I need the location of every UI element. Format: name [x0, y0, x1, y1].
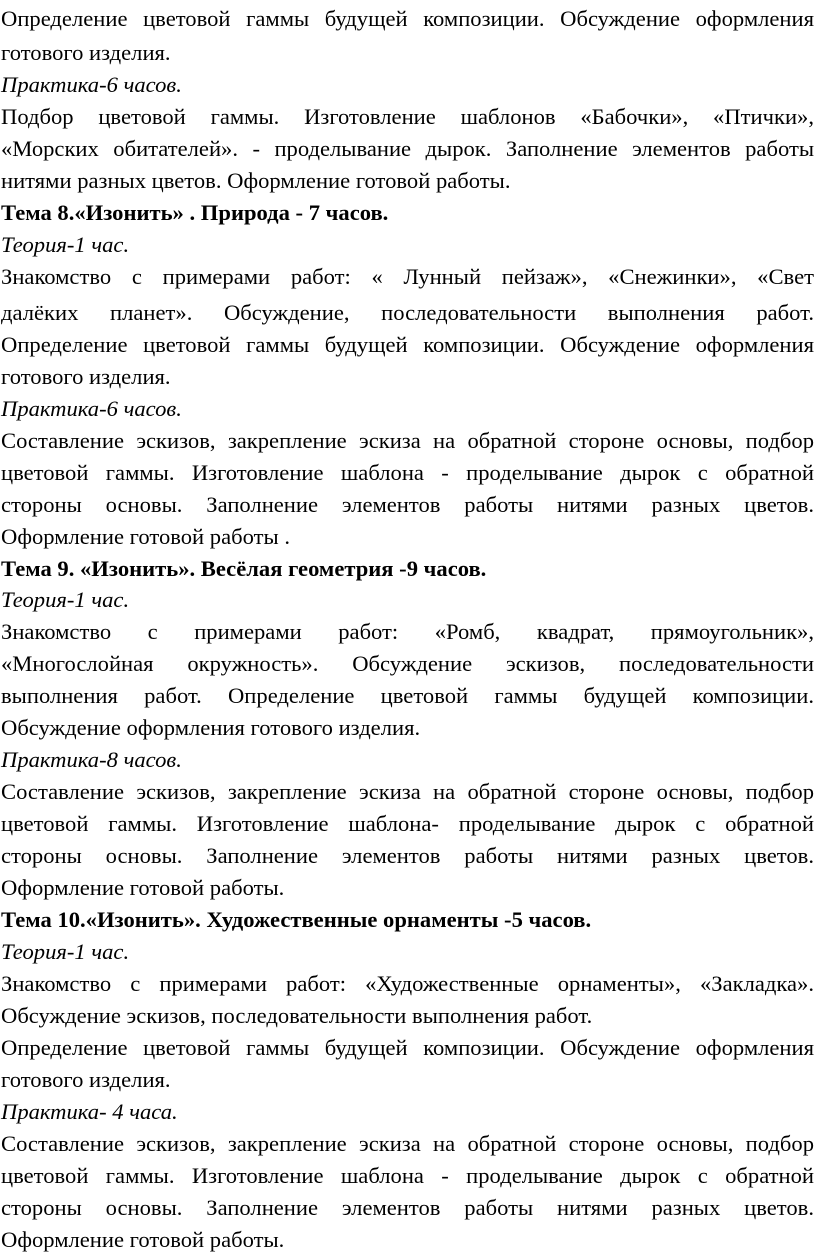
text-line: Составление эскизов, закрепление эскиза на обратной стороне основы, подбор — [1, 428, 814, 453]
text-line: Знакомство с примерами работ: «Художественные орнаменты», «Закладка». — [1, 971, 814, 996]
text-line: Оформление готовой работы . — [1, 524, 290, 549]
text-line: Определение цветовой гаммы будущей композиции. Обсуждение оформления — [1, 6, 814, 31]
subsection-label: Практика-8 часов. — [1, 747, 182, 772]
subsection-label: Практика-6 часов. — [1, 72, 182, 97]
section-heading: Тема 9. «Изонить». Весёлая геометрия -9 часов. — [1, 556, 487, 581]
text-line: цветовой гаммы. Изготовление шаблона - проделывание дырок с обратной — [1, 1163, 814, 1188]
text-line: Оформление готовой работы. — [1, 875, 285, 900]
text-line: Обсуждение эскизов, последовательности выполнения работ. — [1, 1003, 593, 1028]
subsection-label: Теория-1 час. — [1, 939, 130, 964]
text-line: Знакомство с примерами работ: « Лунный пейзаж», «Снежинки», «Свет — [1, 264, 814, 289]
text-line: готового изделия. — [1, 40, 171, 65]
subsection-label: Теория-1 час. — [1, 587, 130, 612]
text-line: выполнения работ. Определение цветовой гаммы будущей композиции. — [1, 683, 814, 708]
subsection-label: Практика- 4 часа. — [1, 1099, 178, 1124]
text-line: Обсуждение оформления готового изделия. — [1, 715, 421, 740]
text-line: Знакомство с примерами работ: «Ромб, квадрат, прямоугольник», — [1, 619, 814, 644]
subsection-label: Практика-6 часов. — [1, 396, 182, 421]
text-line: стороны основы. Заполнение элементов работы нитями разных цветов. — [1, 1195, 814, 1220]
text-line: готового изделия. — [1, 364, 171, 389]
text-line: цветовой гаммы. Изготовление шаблона - проделывание дырок с обратной — [1, 460, 814, 485]
text-line: «Морских обитателей». - проделывание дырок. Заполнение элементов работы — [1, 136, 814, 161]
text-line: Составление эскизов, закрепление эскиза на обратной стороне основы, подбор — [1, 1131, 814, 1156]
text-line: Оформление готовой работы. — [1, 1227, 285, 1252]
subsection-label: Теория-1 час. — [1, 232, 130, 257]
text-line: далёких планет». Обсуждение, последовательности выполнения работ. — [1, 300, 814, 325]
text-line: нитями разных цветов. Оформление готовой работы. — [1, 168, 511, 193]
text-line: Определение цветовой гаммы будущей композиции. Обсуждение оформления — [1, 1035, 814, 1060]
text-line: Подбор цветовой гаммы. Изготовление шаблонов «Бабочки», «Птички», — [1, 104, 814, 129]
section-heading: Тема 8.«Изонить» . Природа - 7 часов. — [1, 200, 389, 225]
text-line: стороны основы. Заполнение элементов работы нитями разных цветов. — [1, 492, 814, 517]
text-line: готового изделия. — [1, 1067, 171, 1092]
text-line: Определение цветовой гаммы будущей композиции. Обсуждение оформления — [1, 332, 814, 357]
text-line: «Многослойная окружность». Обсуждение эскизов, последовательности — [1, 651, 814, 676]
section-heading: Тема 10.«Изонить». Художественные орнаменты -5 часов. — [1, 907, 592, 932]
text-line: цветовой гаммы. Изготовление шаблона- проделывание дырок с обратной — [1, 811, 814, 836]
text-line: стороны основы. Заполнение элементов работы нитями разных цветов. — [1, 843, 814, 868]
text-line: Составление эскизов, закрепление эскиза на обратной стороне основы, подбор — [1, 779, 814, 804]
